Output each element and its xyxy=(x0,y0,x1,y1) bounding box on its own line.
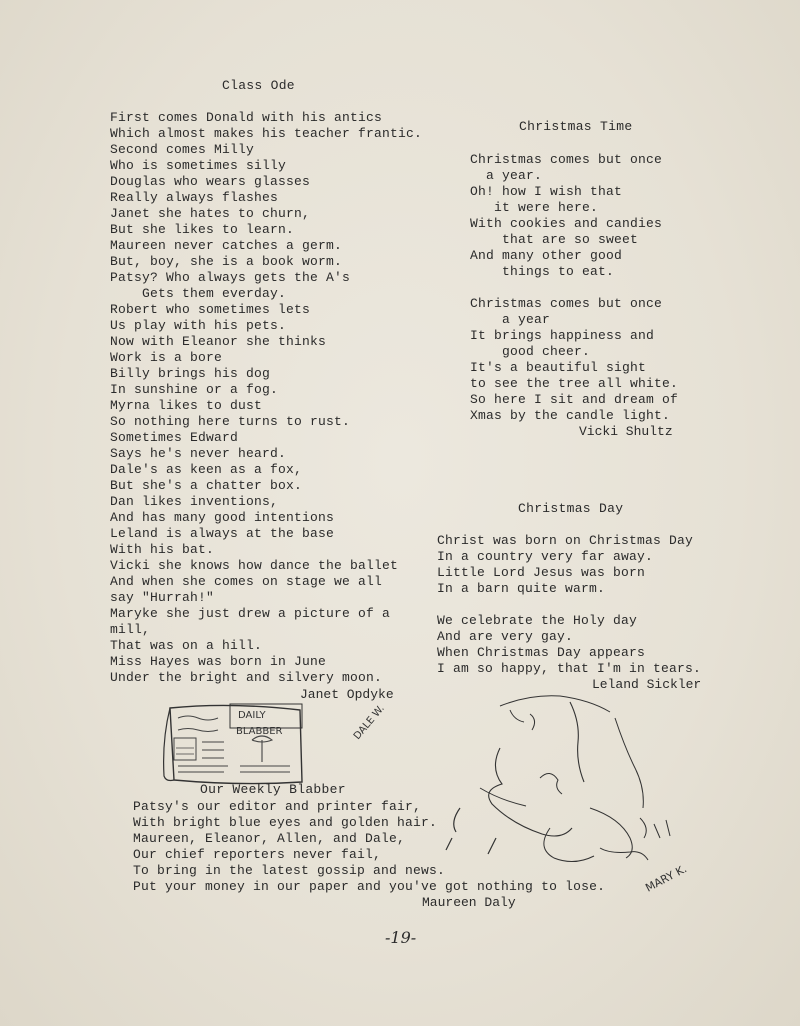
poem-line: Christ was born on Christmas Day xyxy=(437,533,694,548)
poem-line: Work is a bore xyxy=(110,350,223,365)
christmas-day-title: Christmas Day xyxy=(518,501,624,516)
poem-line: Now with Eleanor she thinks xyxy=(110,334,327,349)
poem-line: And many other good xyxy=(470,248,623,263)
poem-line: a year. xyxy=(470,168,543,183)
poem-line: But, boy, she is a book worm. xyxy=(110,254,343,269)
poem-line: We celebrate the Holy day xyxy=(437,613,638,628)
weekly-blabber-title: Our Weekly Blabber xyxy=(200,782,346,797)
poem-line: But she likes to learn. xyxy=(110,222,295,237)
poem-line: Little Lord Jesus was born xyxy=(437,565,646,580)
page-number: -19- xyxy=(385,928,417,947)
poem-line: to see the tree all white. xyxy=(470,376,679,391)
poem-line: Who is sometimes silly xyxy=(110,158,287,173)
poem-line: Xmas by the candle light. xyxy=(470,408,671,423)
poem-line: And when she comes on stage we all xyxy=(110,574,383,589)
christmas-day-poem xyxy=(437,533,701,677)
class-ode-author: Janet Opdyke xyxy=(300,687,394,702)
poem-line: Our chief reporters never fail, xyxy=(133,847,382,862)
poem-line: Billy brings his dog xyxy=(110,366,271,381)
poem-line: And are very gay. xyxy=(437,629,574,644)
poem-line: Miss Hayes was born in June xyxy=(110,654,327,669)
poem-line: In a country very far away. xyxy=(437,549,654,564)
poem-line: Second comes Milly xyxy=(110,142,255,157)
horse-sketch-signature: MARY K. xyxy=(643,862,690,895)
poem-line: Dan likes inventions, xyxy=(110,494,279,509)
poem-line: Christmas comes but once xyxy=(470,152,663,167)
poem-line: In a barn quite warm. xyxy=(437,581,606,596)
poem-line: Dale's as keen as a fox, xyxy=(110,462,303,477)
christmas-time-poem xyxy=(470,152,678,424)
poem-line: good cheer. xyxy=(470,344,591,359)
weekly-blabber-poem xyxy=(133,799,605,895)
poem-line: In sunshine or a fog. xyxy=(110,382,279,397)
poem-line: Myrna likes to dust xyxy=(110,398,263,413)
christmas-time-title: Christmas Time xyxy=(519,119,633,134)
poem-line: Robert who sometimes lets xyxy=(110,302,311,317)
class-ode-title: Class Ode xyxy=(222,78,295,93)
poem-line: Patsy? Who always gets the A's xyxy=(110,270,351,285)
poem-line: that are so sweet xyxy=(470,232,639,247)
poem-line: mill, xyxy=(110,622,151,637)
poem-line: But she's a chatter box. xyxy=(110,478,303,493)
newspaper-sketch-signature: DALE W. xyxy=(351,703,387,742)
poem-line: Leland is always at the base xyxy=(110,526,335,541)
poem-line: When Christmas Day appears xyxy=(437,645,646,660)
christmas-day-author: Leland Sickler xyxy=(592,677,702,692)
poem-line: Us play with his pets. xyxy=(110,318,287,333)
poem-line: I am so happy, that I'm in tears. xyxy=(437,661,702,676)
poem-line: With his bat. xyxy=(110,542,215,557)
poem-line: Douglas who wears glasses xyxy=(110,174,311,189)
poem-line xyxy=(470,280,678,296)
poem-line: Gets them everday. xyxy=(110,286,287,301)
poem-line: Says he's never heard. xyxy=(110,446,287,461)
poem-line: So nothing here turns to rust. xyxy=(110,414,351,429)
poem-line: things to eat. xyxy=(470,264,615,279)
poem-line: Oh! how I wish that xyxy=(470,184,623,199)
poem-line: It brings happiness and xyxy=(470,328,655,343)
poem-line: With cookies and candies xyxy=(470,216,663,231)
poem-line: Really always flashes xyxy=(110,190,279,205)
daily-blabber-sketch xyxy=(160,700,410,790)
poem-line: Maryke she just drew a picture of a xyxy=(110,606,391,621)
poem-line: Christmas comes but once xyxy=(470,296,663,311)
poem-line: With bright blue eyes and golden hair. xyxy=(133,815,438,830)
poem-line: say "Hurrah!" xyxy=(110,590,215,605)
poem-line: Under the bright and silvery moon. xyxy=(110,670,383,685)
weekly-blabber-author: Maureen Daly xyxy=(422,895,516,910)
poem-line: Maureen, Eleanor, Allen, and Dale, xyxy=(133,831,406,846)
poem-line: a year xyxy=(470,312,551,327)
poem-line xyxy=(437,597,701,613)
poem-line: First comes Donald with his antics xyxy=(110,110,383,125)
masthead-line2: BLABBER xyxy=(236,726,283,737)
class-ode-poem xyxy=(110,110,422,686)
poem-line: Put your money in our paper and you've got nothing to lose. xyxy=(133,879,606,894)
poem-line: It's a beautiful sight xyxy=(470,360,647,375)
poem-line: So here I sit and dream of xyxy=(470,392,679,407)
poem-line: Maureen never catches a germ. xyxy=(110,238,343,253)
poem-line: Vicki she knows how dance the ballet xyxy=(110,558,399,573)
poem-line: Which almost makes his teacher frantic. xyxy=(110,126,423,141)
poem-line: Sometimes Edward xyxy=(110,430,239,445)
masthead-line1: DAILY xyxy=(238,710,266,721)
poem-line: To bring in the latest gossip and news. xyxy=(133,863,446,878)
poem-line: it were here. xyxy=(470,200,599,215)
christmas-time-author: Vicki Shultz xyxy=(579,424,673,439)
poem-line: Janet she hates to churn, xyxy=(110,206,311,221)
poem-line: That was on a hill. xyxy=(110,638,263,653)
poem-line: And has many good intentions xyxy=(110,510,335,525)
poem-line: Patsy's our editor and printer fair, xyxy=(133,799,422,814)
